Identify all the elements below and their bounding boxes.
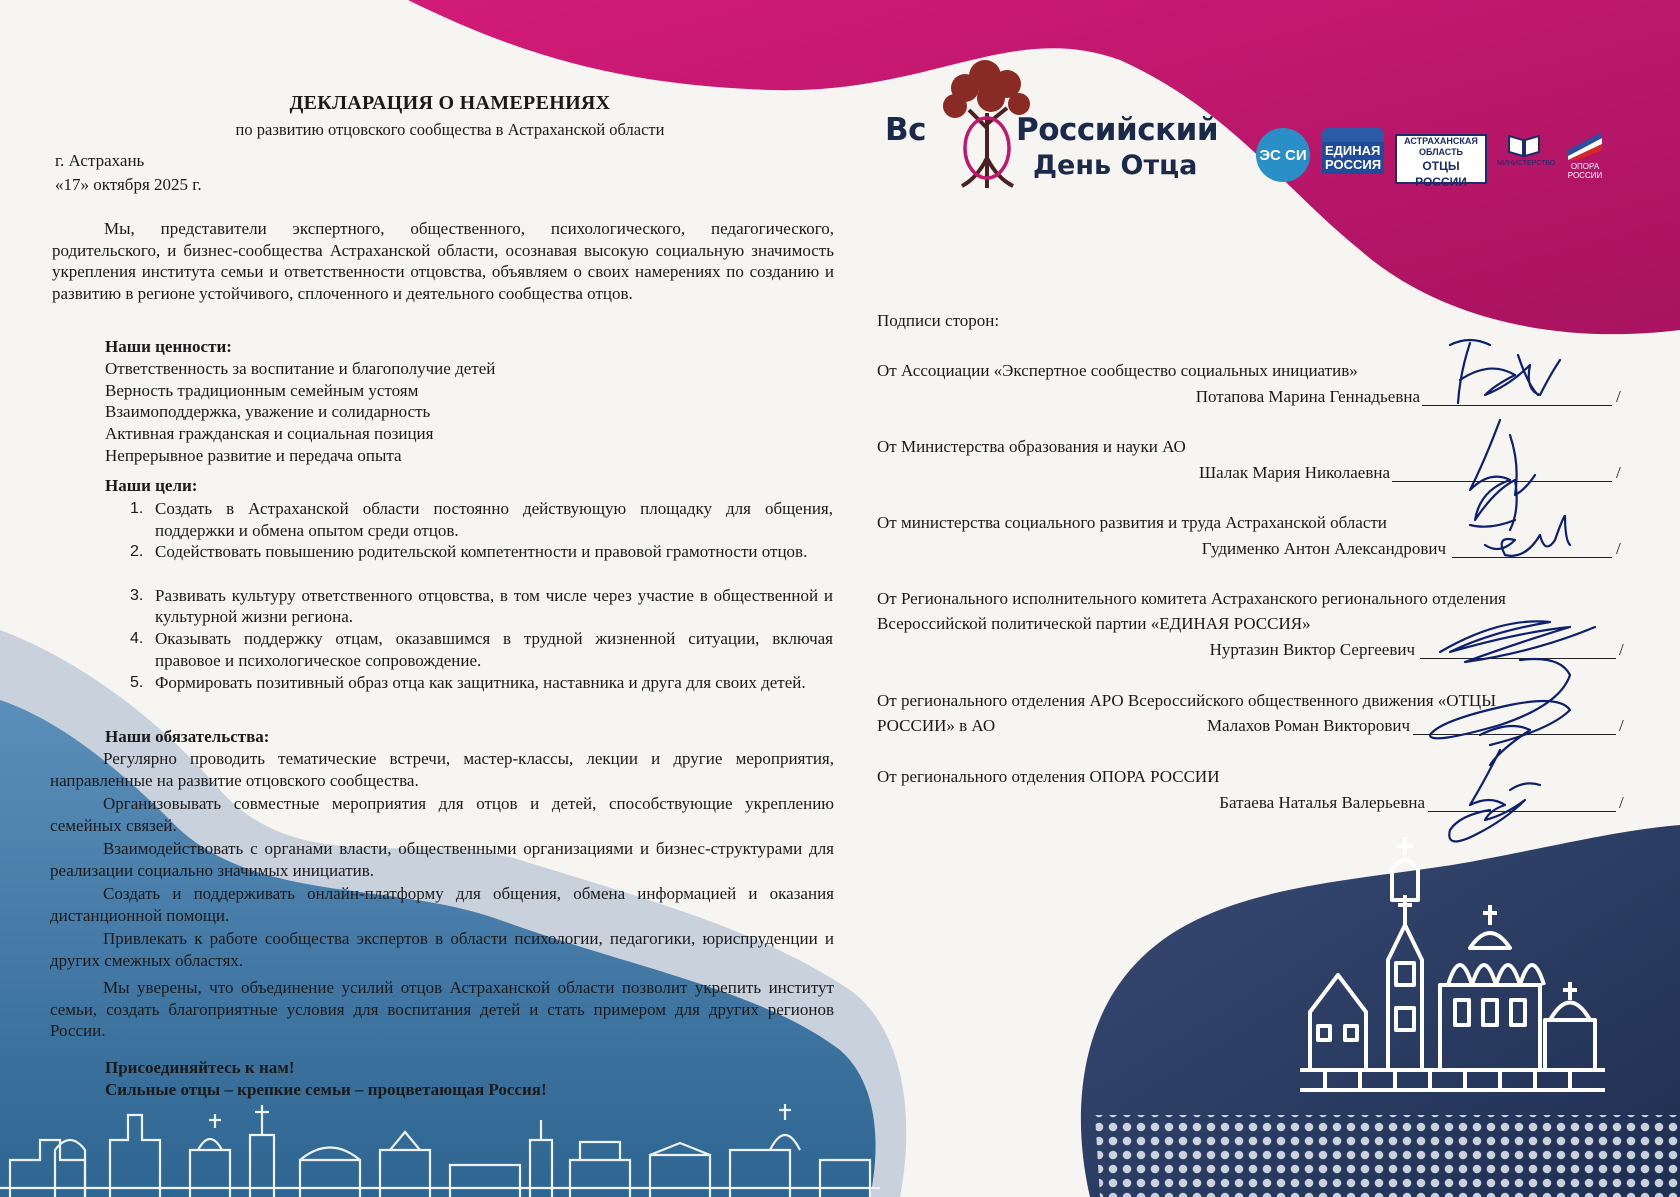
item-number: 4.	[130, 630, 144, 648]
goals-heading: Наши цели:	[105, 476, 198, 495]
item-text: Содействовать повышению родительской компетентности и правовой грамотности отцов.	[155, 542, 808, 562]
slogan-join: Присоединяйтесь к нам!	[105, 1058, 295, 1077]
slash: /	[1616, 387, 1621, 406]
signatures-heading: Подписи сторон:	[877, 311, 1000, 330]
declaration-title: ДЕКЛАРАЦИЯ О НАМЕРЕНИЯХ	[289, 92, 611, 114]
party-person: Нуртазин Виктор Сергеевич	[1209, 640, 1415, 659]
signature-gudimenko	[1475, 515, 1585, 565]
party-person: Батаева Наталья Валерьевна	[1219, 793, 1425, 812]
list-item	[130, 541, 833, 584]
logo-text: АСТРАХАНСКАЯ ОБЛАСТЬ	[1404, 136, 1478, 157]
party-org: От регионального отделения АРО Всероссийского общественного движения «ОТЦЫ	[877, 691, 1497, 710]
party-person: Шалак Мария Николаевна	[1198, 463, 1390, 482]
city: г. Астрахань	[55, 151, 145, 170]
declaration-subtitle: по развитию отцовского сообщества в Астраханской области	[235, 120, 665, 139]
logo-title-line2: День Отца	[1033, 150, 1198, 181]
intro-paragraph: Мы, представители экспертного, общественного, психологического, педагогического, родительского, и бизнес-сообщества Астраханской области, осознавая высокую социальную значимость укрепления института семьи и ответственности отцовства, объявляем о своих намерениях по созданию и развитию в регионе устойчивого, сплоченного и деятельного сообщества отцов.	[52, 219, 834, 303]
final-paragraph: Мы уверены, что объединение усилий отцов Астраханской области позволит укрепить институт семьи, создать благоприятные условия для воспитания детей и стать примером для других регионов России.	[50, 978, 834, 1040]
slash: /	[1619, 640, 1624, 659]
party-person: Гудименко Антон Александрович	[1201, 539, 1446, 558]
logo-text: ОПОРА РОССИИ	[1567, 162, 1603, 180]
slash: /	[1619, 793, 1624, 812]
otcy-rossii-logo	[1395, 134, 1487, 189]
logo-text: ЭС СИ	[1259, 146, 1307, 164]
list-item	[130, 498, 833, 541]
item-number: 2.	[130, 543, 144, 561]
party-person: Потапова Марина Геннадьевна	[1195, 387, 1420, 406]
obligations-list	[50, 748, 834, 973]
list-item	[130, 585, 833, 628]
obligation-paragraph: Взаимодействовать с органами власти, общественными организациями и бизнес-структурами для реализации социально значимых инициатив.	[50, 839, 834, 880]
party-org-line2: РОССИИ» в АО	[877, 716, 996, 735]
essi-logo	[1256, 128, 1310, 182]
slash: /	[1619, 716, 1624, 735]
slash: /	[1616, 539, 1621, 558]
list-item	[130, 628, 833, 671]
logo-prefix: Вс	[885, 112, 927, 148]
item-text: Развивать культуру ответственного отцовства, в том числе через участие в общественной и культурной жизни региона.	[155, 585, 833, 627]
signature-potapova	[1420, 335, 1570, 415]
item-number: 3.	[130, 586, 144, 604]
party-org: От Министерства образования и науки АО	[877, 437, 1186, 456]
list-item	[130, 672, 833, 715]
list-item: Активная гражданская и социальная позиция	[105, 424, 434, 444]
obligation-paragraph: Создать и поддерживать онлайн-платформу для общения, обмена информацией и оказания дистанционной помощи.	[50, 884, 834, 925]
item-text: Формировать позитивный образ отца как защитника, наставника и друга для своих детей.	[155, 672, 806, 692]
party-person: Малахов Роман Викторович	[1206, 716, 1410, 735]
date: «17» октября 2025 г.	[55, 175, 202, 194]
book-icon	[1507, 132, 1541, 158]
item-number: 1.	[130, 500, 144, 517]
party-org: От министерства социального развития и труда Астраханской области	[877, 513, 1387, 532]
united-russia-logo	[1322, 128, 1384, 182]
obligations-heading: Наши обязательства:	[105, 727, 270, 746]
list-item: Взаимоподдержка, уважение и солидарность	[105, 402, 431, 422]
logo-text: РОССИЯ	[1325, 157, 1382, 172]
item-text: Создать в Астраханской области постоянно действующую площадку для общения, поддержки и обмена опытом среди отцов.	[155, 499, 833, 540]
values-heading: Наши ценности:	[105, 337, 232, 356]
logo-suffix: Российский	[1016, 112, 1219, 148]
slogan-main: Сильные отцы – крепкие семьи – процветающая Россия!	[105, 1080, 547, 1099]
party-org: От регионального отделения ОПОРА РОССИИ	[877, 767, 1220, 786]
list-item: Ответственность за воспитание и благополучие детей	[105, 359, 496, 378]
list-item: Верность традиционным семейным устоям	[105, 380, 419, 400]
logo-text: ЕДИНАЯ	[1325, 143, 1381, 158]
opora-rossii-logo	[1555, 134, 1615, 182]
item-text: Оказывать поддержку отцам, оказавшимся в трудной жизненной ситуации, включая правовое и психологическое сопровождение.	[155, 629, 833, 670]
party-org-line2: Всероссийской политической партии «ЕДИНАЯ РОССИЯ»	[877, 614, 1311, 633]
obligation-paragraph: Регулярно проводить тематические встречи, мастер-классы, лекции и другие мероприятия, направленные на развитие отцовского сообщества.	[50, 749, 834, 790]
logo-text: МИНИСТЕРСТВО	[1497, 160, 1556, 167]
values-list	[105, 358, 495, 466]
obligation-paragraph: Организовывать совместные мероприятия для отцов и детей, способствующие укреплению семейных связей.	[50, 794, 834, 835]
obligation-paragraph: Привлекать к работе сообщества экспертов в области психологии, педагогики, юриспруденции и других смежных областях.	[50, 929, 834, 970]
party-org: От Регионального исполнительного комитета Астраханского регионального отделения	[877, 589, 1506, 608]
logo-title-line1	[885, 112, 1218, 148]
signature-bataeva	[1430, 745, 1560, 845]
logo-text: ОТЦЫ РОССИИ	[1415, 159, 1467, 189]
ministry-logo	[1497, 132, 1556, 182]
item-number: 5.	[130, 673, 144, 691]
list-item: Непрерывное развитие и передача опыта	[105, 445, 402, 465]
party-org: От Ассоциации «Экспертное сообщество социальных инициатив»	[877, 361, 1358, 380]
goals-list	[130, 498, 833, 715]
slash: /	[1616, 463, 1621, 482]
flag-icon	[1566, 134, 1604, 160]
